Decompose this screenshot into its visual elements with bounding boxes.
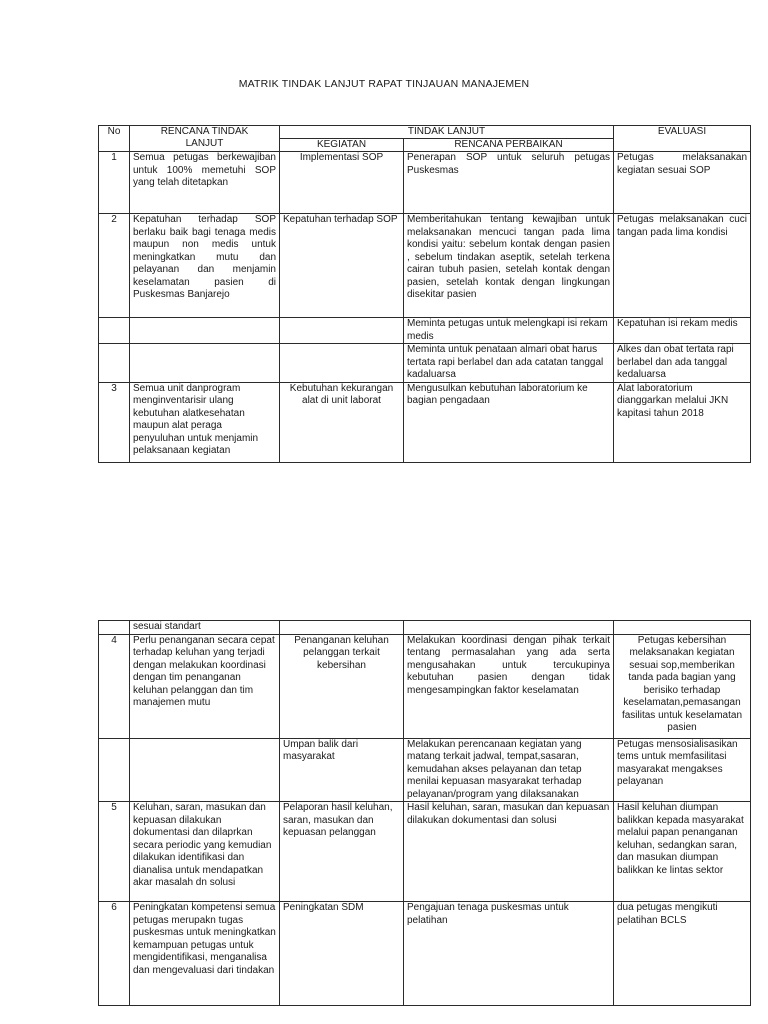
- row-rencana: Kepatuhan terhadap SOP berlaku baik bagi tenaga medis maupun non medis untuk meningkatkan mutu dan pelayanan dan menjamin keselamatan pasien di Puskesmas Banjarejo: [130, 214, 280, 318]
- row-evaluasi: Alkes dan obat tertata rapi berlabel dan ada tanggal kedaluarsa: [614, 344, 751, 383]
- row-no: [99, 344, 130, 383]
- table-row: [99, 802, 751, 902]
- row-evaluasi: Petugas melaksanakan kegiatan sesuai SOP: [614, 152, 751, 214]
- continuation-text: sesuai standart: [130, 621, 280, 635]
- table-row: [99, 738, 751, 802]
- row-kegiatan: Kepatuhan terhadap SOP: [280, 214, 404, 318]
- row-rencana: Peningkatan kompetensi semua petugas merupakn tugas puskesmas untuk meningkatkan kemampuan petugas untuk mengidentifikasi, menganalisa dan mengevaluasi dari tindakan: [130, 902, 280, 1006]
- row-evaluasi: Alat laboratorium dianggarkan melalui JKN kapitasi tahun 2018: [614, 382, 751, 462]
- row-perbaikan: Melakukan koordinasi dengan pihak terkait tentang permasalahan yang ada serta mengusahakan untuk tercukupinya kebutuhan pasien dengan tidak mengesampingkan faktor keselamatan: [404, 634, 614, 738]
- row-rencana: Perlu penanganan secara cepat terhadap keluhan yang terjadi dengan melakukan koordinasi dengan tim penanganan keluhan pelanggan dan tim manajemen mutu: [130, 634, 280, 738]
- table-row: [99, 318, 751, 344]
- row-perbaikan: Hasil keluhan, saran, masukan dan kepuasan dilakukan dokumentasi dan solusi: [404, 802, 614, 902]
- row-perbaikan: Mengusulkan kebutuhan laboratorium ke bagian pengadaan: [404, 382, 614, 462]
- row-perbaikan: Pengajuan tenaga puskesmas untuk pelatihan: [404, 902, 614, 1006]
- header-rencana-perbaikan: RENCANA PERBAIKAN: [404, 139, 614, 152]
- row-no: [99, 738, 130, 802]
- row-no: 1: [99, 152, 130, 214]
- row-kegiatan: Peningkatan SDM: [280, 902, 404, 1006]
- matrix-table-page-1: [98, 125, 751, 463]
- row-no: 4: [99, 634, 130, 738]
- table-row: [99, 152, 751, 214]
- row-no: 6: [99, 902, 130, 1006]
- row-evaluasi: dua petugas mengikuti pelatihan BCLS: [614, 902, 751, 1006]
- table-row: [99, 902, 751, 1006]
- row-rencana: Semua petugas berkewajiban untuk 100% memetuhi SOP yang telah ditetapkan: [130, 152, 280, 214]
- row-kegiatan: Kebutuhan kekurangan alat di unit laborat: [280, 382, 404, 462]
- row-rencana: Keluhan, saran, masukan dan kepuasan dilakukan dokumentasi dan dilaprkan secara periodic yang kemudian dilakukan identifikasi dan dianalisa untuk mendapatkan akar masalah dn solusi: [130, 802, 280, 902]
- header-tindak-lanjut: TINDAK LANJUT: [280, 126, 614, 139]
- table-row: [99, 382, 751, 462]
- row-perbaikan: Meminta petugas untuk melengkapi isi rekam medis: [404, 318, 614, 344]
- row-no: 2: [99, 214, 130, 318]
- row-evaluasi: Hasil keluhan diumpan balikkan kepada masyarakat melalui papan penanganan keluhan, sedangkan saran, dan masukan diumpan balikkan ke lintas sektor: [614, 802, 751, 902]
- row-evaluasi: Kepatuhan isi rekam medis: [614, 318, 751, 344]
- row-no: [99, 318, 130, 344]
- table-row: [99, 634, 751, 738]
- header-evaluasi: EVALUASI: [614, 126, 751, 152]
- row-evaluasi: Petugas kebersihan melaksanakan kegiatan sesuai sop,memberikan tanda pada bagian yang berisiko terhadap keselamatan,pemasangan fasilitas untuk keselamatan pasien: [614, 634, 751, 738]
- row-kegiatan: [280, 318, 404, 344]
- row-evaluasi: Petugas mensosialisasikan tems untuk memfasilitasi masyarakat mengakses pelayanan: [614, 738, 751, 802]
- row-rencana: Semua unit danprogram menginventarisir ulang kebutuhan alatkesehatan maupun alat peraga penyuluhan untuk menjamin pelaksanaan kegiatan: [130, 382, 280, 462]
- row-kegiatan: [280, 344, 404, 383]
- row-perbaikan: Melakukan perencanaan kegiatan yang matang terkait jadwal, tempat,sasaran, kemudahan akses pelayanan dan tetap menilai kepuasan masyarakat terhadap pelayanan/program yang dilaksanakan: [404, 738, 614, 802]
- header-rencana-tindak-lanjut: RENCANA TINDAK LANJUT: [130, 126, 280, 152]
- header-no: No: [99, 126, 130, 152]
- document-title: MATRIK TINDAK LANJUT RAPAT TINJAUAN MANAJEMEN: [238, 78, 530, 90]
- header-kegiatan: KEGIATAN: [280, 139, 404, 152]
- row-kegiatan: Pelaporan hasil keluhan, saran, masukan dan kepuasan pelanggan: [280, 802, 404, 902]
- row-no: 5: [99, 802, 130, 902]
- row-perbaikan: Penerapan SOP untuk seluruh petugas Puskesmas: [404, 152, 614, 214]
- row-kegiatan: Implementasi SOP: [280, 152, 404, 214]
- row-kegiatan: Umpan balik dari masyarakat: [280, 738, 404, 802]
- row-rencana: [130, 318, 280, 344]
- row-perbaikan: Meminta untuk penataan almari obat harus tertata rapi berlabel dan ada catatan tanggal kadaluarsa: [404, 344, 614, 383]
- row-evaluasi: Petugas melaksanakan cuci tangan pada lima kondisi: [614, 214, 751, 318]
- matrix-table-page-2: [98, 620, 751, 1006]
- row-no: 3: [99, 382, 130, 462]
- table-row: [99, 344, 751, 383]
- row-kegiatan: Penanganan keluhan pelanggan terkait kebersihan: [280, 634, 404, 738]
- table-row: [99, 621, 751, 635]
- row-perbaikan: Memberitahukan tentang kewajiban untuk melaksanakan mencuci tangan pada lima kondisi yaitu: sebelum kontak dengan pasien , sebelum tindakan aseptik, setelah terkena cairan tubuh pasien, setelah kontak dengan pasien, setelah kontak dengan lingkungan disekitar pasien: [404, 214, 614, 318]
- table-row: [99, 214, 751, 318]
- row-rencana: [130, 344, 280, 383]
- row-rencana: [130, 738, 280, 802]
